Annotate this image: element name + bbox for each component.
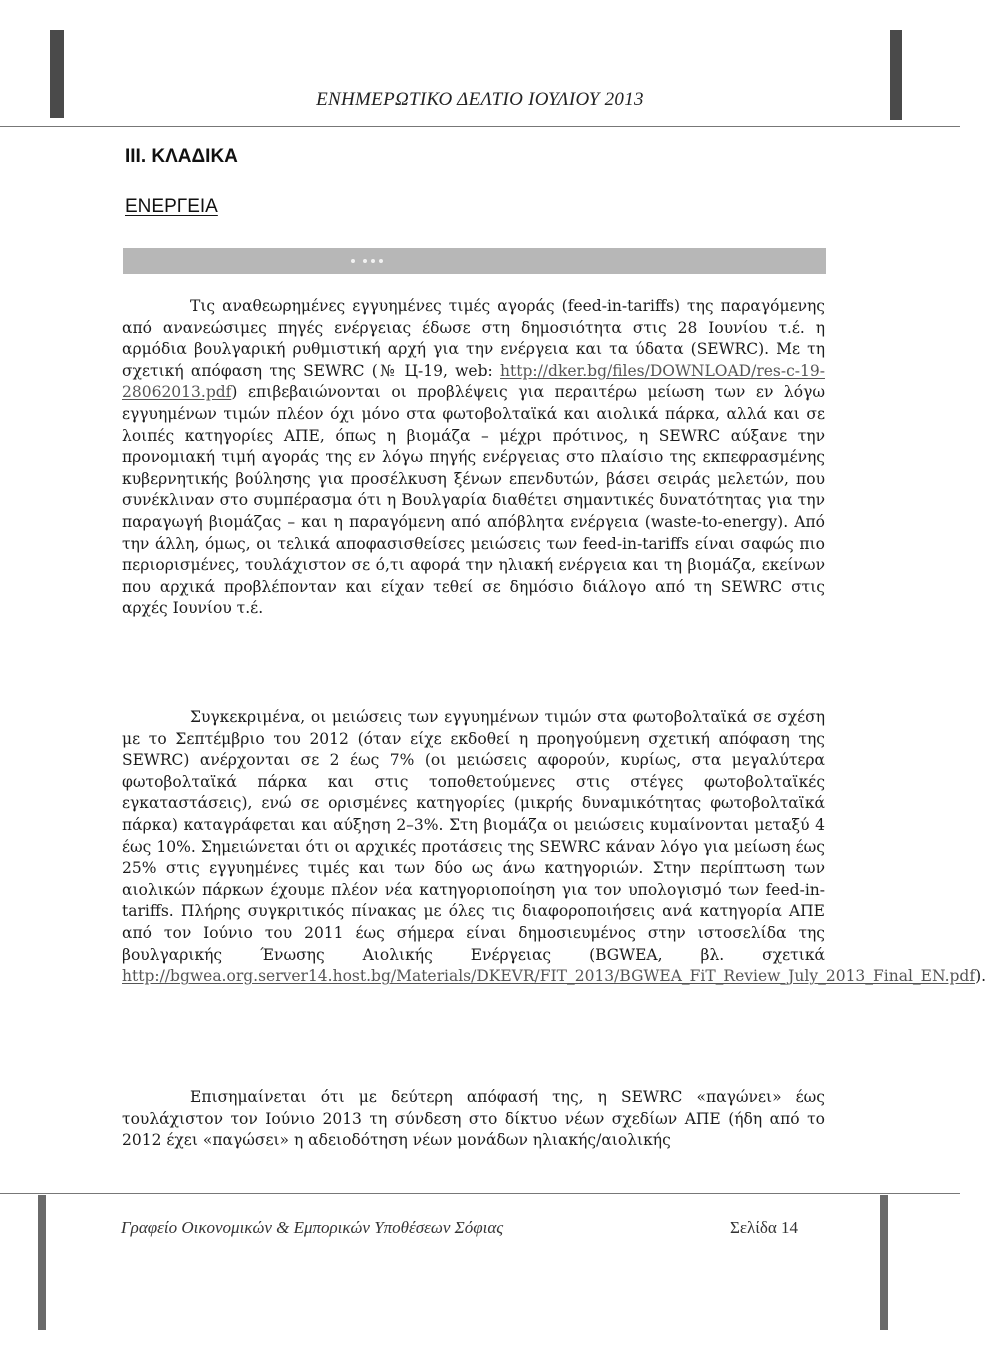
- section-heading: III. ΚΛΑΔΙΚΑ: [125, 146, 238, 167]
- scan-edge-mark: [50, 30, 64, 118]
- paragraph-text: Συγκεκριμένα, οι μειώσεις των εγγυημένων τιμών στα φωτοβολταϊκά σε σχέση με το Σεπτέμβριο του 2012 (όταν είχε εκδοθεί η προηγούμενη σχετική απόφαση της SEWRC) ανέρχονται σε 2 έως 7% (οι μειώσεις αφορούν, κυρίως, στα μεγαλύτερα φωτοβολταϊκά πάρκα και στις τοποθετούμενες στις στέγες φωτοβολταϊκές εγκαταστάσεις), ενώ σε ορισμένες κατηγορίες (μικρής δυναμικότητας φωτοβολταϊκά πάρκα) καταγράφεται και αύξηση 2–3%. Στη βιομάζα οι μειώσεις κυμαίνονται μεταξύ 4 έως 10%. Σημειώνεται ότι οι αρχικές προτάσεις της SEWRC κάναν λόγο για μείωση έως 25% στις εγγυημένες τιμές και των δύο ως άνω κατηγοριών. Στην περίπτωση των αιολικών πάρκων έχουμε πλέον νέα κατηγοριοποίηση για τον υπολογισμό των feed-in-tariffs. Πλήρης συγκριτικός πίνακας με όλες τις διαφοροποιήσεις ανά κατηγορία ΑΠΕ από τον Ιούνιο του 2011 έως σήμερα είναι δημοσιευμένος στην ιστοσελίδα της βουλγαρικής Ένωσης Αιολικής Ενέργειας (BGWEA, βλ. σχετικά: [122, 708, 825, 964]
- decorative-band: [123, 248, 826, 274]
- paragraph-text: Επισημαίνεται ότι με δεύτερη απόφασή της, η SEWRC «παγώνει» έως τουλάχιστον τον Ιούνιο 2013 τη σύνδεση στο δίκτυο νέων σχεδίων ΑΠΕ (ήδη από το 2012 έχει «παγώσει» η αδειοδότηση νέων μονάδων ηλιακής/αιολικής: [122, 1088, 825, 1150]
- band-dot: [379, 259, 383, 263]
- band-dot: [363, 259, 367, 263]
- band-dot: [371, 259, 375, 263]
- paragraph-reductions: [122, 707, 986, 988]
- sewrc-decision-link[interactable]: http://dker.bg/files/DOWNLOAD/res-c-19-28062013.pdf: [122, 361, 825, 402]
- scan-edge-mark: [38, 1195, 46, 1330]
- scan-edge-mark: [880, 1195, 888, 1330]
- paragraph-text: Τις αναθεωρημένες εγγυημένες τιμές αγοράς (feed-in-tariffs) της παραγόμενης από ανανεώσιμες πηγές ενέργειας έδωσε στη δημοσιότητα στις 28 Ιουνίου τ.έ. η αρμόδια βουλγαρική ρυθμιστική αρχή για την ενέργεια και τα ύδατα (SEWRC). Με τη σχετική απόφαση της SEWRC (№ Ц-19, web:: [122, 297, 825, 380]
- paragraph-feed-in-tariffs: [122, 296, 825, 620]
- newsletter-title: ΕΝΗΜΕΡΩΤΙΚΟ ΔΕΛΤΙΟ ΙΟΥΛΙΟΥ 2013: [316, 89, 644, 110]
- band-dot: [351, 259, 355, 263]
- page-number: Σελίδα 14: [730, 1218, 799, 1237]
- subsection-heading: ΕΝΕΡΓΕΙΑ: [125, 196, 218, 217]
- header-divider: [0, 126, 960, 127]
- paragraph-text: ) επιβεβαιώνονται οι προβλέψεις για περαιτέρω μείωση των εν λόγω εγγυημένων τιμών πλέον όχι μόνο στα φωτοβολταϊκά και αιολικά πάρκα, αλλά και σε λοιπές κατηγορίες ΑΠΕ, όπως η βιομάζα – μέχρι πρότινος, η SEWRC αύξανε την προνομιακή τιμή αγοράς της εν λόγω πηγής ενέργειας στο πλαίσιο της εκπεφρασμένης κυβερνητικής βούλησης για προσέλκυση ξένων επενδυτών, βάσει σειράς μελετών, που συνέκλιναν στο συμπέρασμα ότι η Βουλγαρία διαθέτει σημαντικές δυνατότητας για την παραγωγή βιομάζας – και η παραγόμενη από απόβλητα ενέργεια (waste-to-energy). Από την άλλη, όμως, οι τελικά αποφασισθείσες μειώσεις των feed-in-tariffs είναι σαφώς πιο περιορισμένες, τουλάχιστον σε ό,τι αφορά την ηλιακή ενέργεια και τη βιομάζα, εκείνων που αρχικά προβλέπονταν και είχαν τεθεί σε δημόσιο διάλογο από τη SEWRC στις αρχές Ιουνίου τ.έ.: [122, 383, 825, 618]
- footer-office-name: Γραφείο Οικονομικών & Εμπορικών Υποθέσεων Σόφιας: [121, 1218, 504, 1237]
- footer-divider: [0, 1193, 960, 1194]
- bgwea-review-link[interactable]: http://bgwea.org.server14.host.bg/Materials/DKEVR/FIT_2013/BGWEA_FiT_Review_July_2013_Final_EN.pdf: [122, 967, 976, 986]
- paragraph-text: ).: [975, 967, 986, 986]
- scan-edge-mark: [890, 30, 902, 120]
- paragraph-grid-freeze: [122, 1087, 825, 1152]
